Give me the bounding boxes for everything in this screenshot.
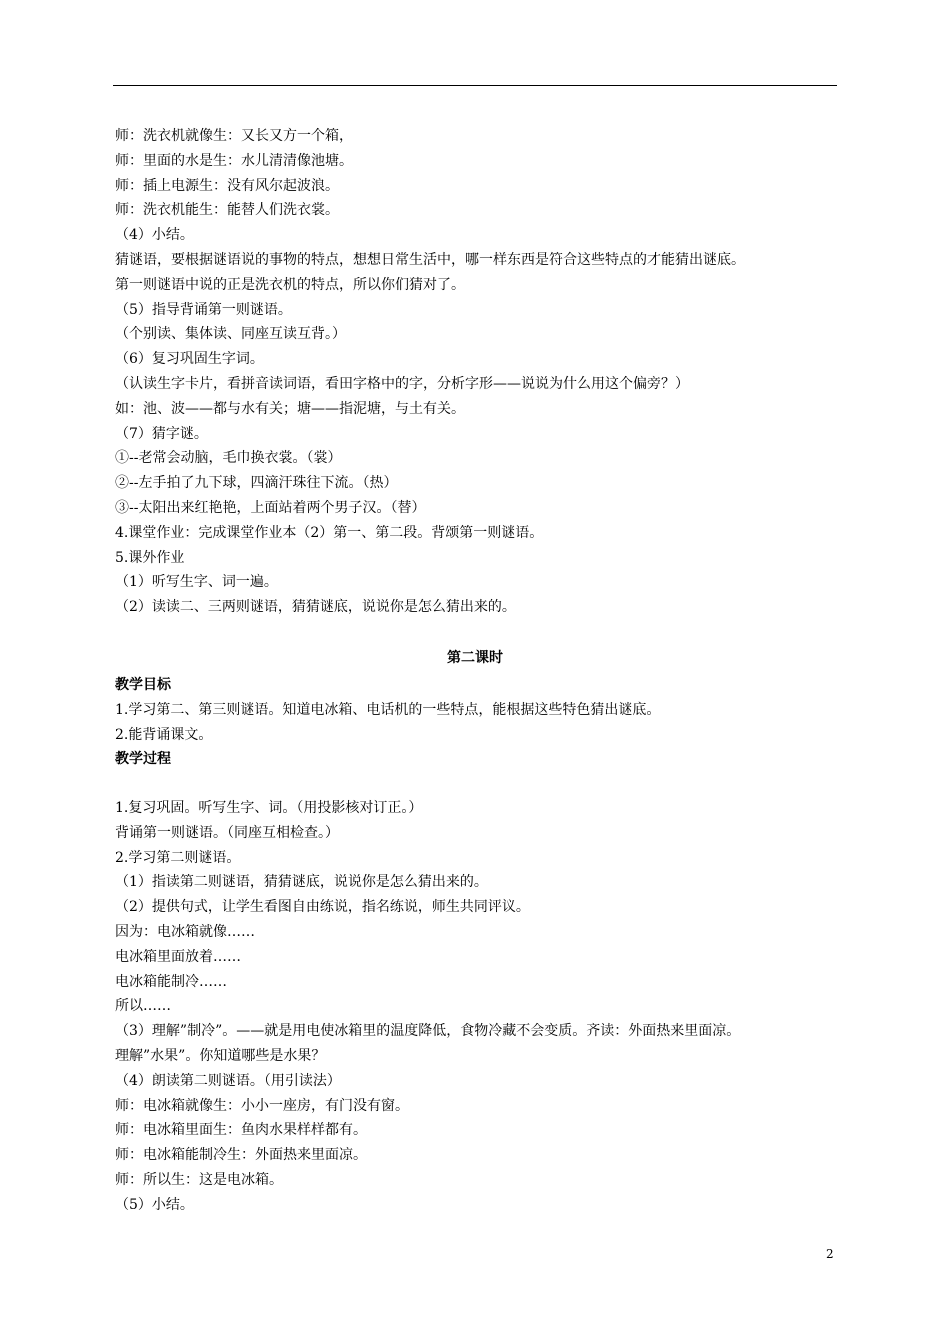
text-line: （个别读、集体读、同座互读互背。）	[115, 326, 346, 343]
goals-heading: 教学目标	[115, 677, 171, 693]
text-line: 所以……	[115, 998, 171, 1015]
text-line: （1）指读第二则谜语，猜猜谜底，说说你是怎么猜出来的。	[115, 874, 488, 891]
teaching-goals	[115, 673, 845, 772]
lesson2-title: 第二课时	[447, 650, 503, 666]
lesson1-continuation	[115, 124, 845, 620]
text-line: （6）复习巩固生字词。	[115, 351, 264, 368]
text-line: （3）理解”制冷”。——就是用电使冰箱里的温度降低，食物冷藏不会变质。齐读：外面热来里面凉。	[115, 1023, 741, 1040]
text-line: 师：电冰箱就像生：小小一座房，有门没有窗。	[115, 1097, 409, 1114]
text-line: ①--老常会动脑，毛巾换衣裳。（裳）	[115, 450, 342, 467]
text-line: （2）提供句式，让学生看图自由练说，指名练说，师生共同评议。	[115, 899, 530, 916]
text-line: ③--太阳出来红艳艳，上面站着两个男子汉。（替）	[115, 499, 426, 516]
page-number: 2	[826, 1247, 834, 1261]
text-line: 4.课堂作业：完成课堂作业本（2）第一、第二段。背颂第一则谜语。	[115, 524, 544, 541]
text-line: 猜谜语，要根据谜语说的事物的特点，想想日常生活中，哪一样东西是符合这些特点的才能猜出谜底。	[115, 251, 745, 268]
text-line: 师：洗衣机能生：能替人们洗衣裳。	[115, 202, 339, 219]
text-line: 1.学习第二、第三则谜语。知道电冰箱、电话机的一些特点，能根据这些特色猜出谜底。	[115, 701, 661, 718]
text-line: ②--左手拍了九下球，四滴汗珠往下流。（热）	[115, 475, 398, 492]
text-line: 师：里面的水是生：水儿清清像池塘。	[115, 152, 353, 169]
text-line: 电冰箱里面放着……	[115, 948, 241, 965]
text-line: 2.能背诵课文。	[115, 726, 213, 743]
text-line: 背诵第一则谜语。（同座互相检查。）	[115, 824, 339, 841]
text-line: 1.复习巩固。听写生字、词。（用投影核对订正。）	[115, 800, 423, 816]
text-line: （5）小结。	[115, 1196, 194, 1213]
text-line: 师：插上电源生：没有风尔起波浪。	[115, 177, 339, 194]
text-line: （4）小结。	[115, 227, 194, 244]
text-line: （1）听写生字、词一遍。	[115, 574, 278, 591]
text-line: （7）猜字谜。	[115, 425, 208, 442]
text-line: 电冰箱能制冷……	[115, 973, 227, 990]
text-line: 第一则谜语中说的正是洗衣机的特点，所以你们猜对了。	[115, 276, 465, 293]
teaching-process	[115, 796, 845, 1218]
text-line: 师：所以生：这是电冰箱。	[115, 1171, 283, 1188]
text-line: （认读生字卡片，看拼音读词语，看田字格中的字，分析字形——说说为什么用这个偏旁？）	[115, 375, 689, 392]
text-line: 因为：电冰箱就像……	[115, 923, 255, 940]
text-line: （2）读读二、三两则谜语，猜猜谜底，说说你是怎么猜出来的。	[115, 599, 516, 616]
process-heading: 教学过程	[115, 751, 171, 768]
text-line: 理解”水果”。你知道哪些是水果？	[115, 1047, 326, 1064]
text-line: 师：洗衣机就像生：又长又方一个箱，	[115, 128, 353, 144]
text-line: 5.课外作业	[115, 549, 185, 566]
header-rule	[113, 85, 837, 86]
text-line: （4）朗读第二则谜语。（用引读法）	[115, 1072, 341, 1089]
text-line: （5）指导背诵第一则谜语。	[115, 301, 292, 318]
text-line: 2.学习第二则谜语。	[115, 849, 241, 866]
text-line: 师：电冰箱里面生：鱼肉水果样样都有。	[115, 1122, 367, 1139]
text-line: 如：池、波——都与水有关；塘——指泥塘，与土有关。	[115, 400, 465, 417]
text-line: 师：电冰箱能制冷生：外面热来里面凉。	[115, 1147, 367, 1164]
